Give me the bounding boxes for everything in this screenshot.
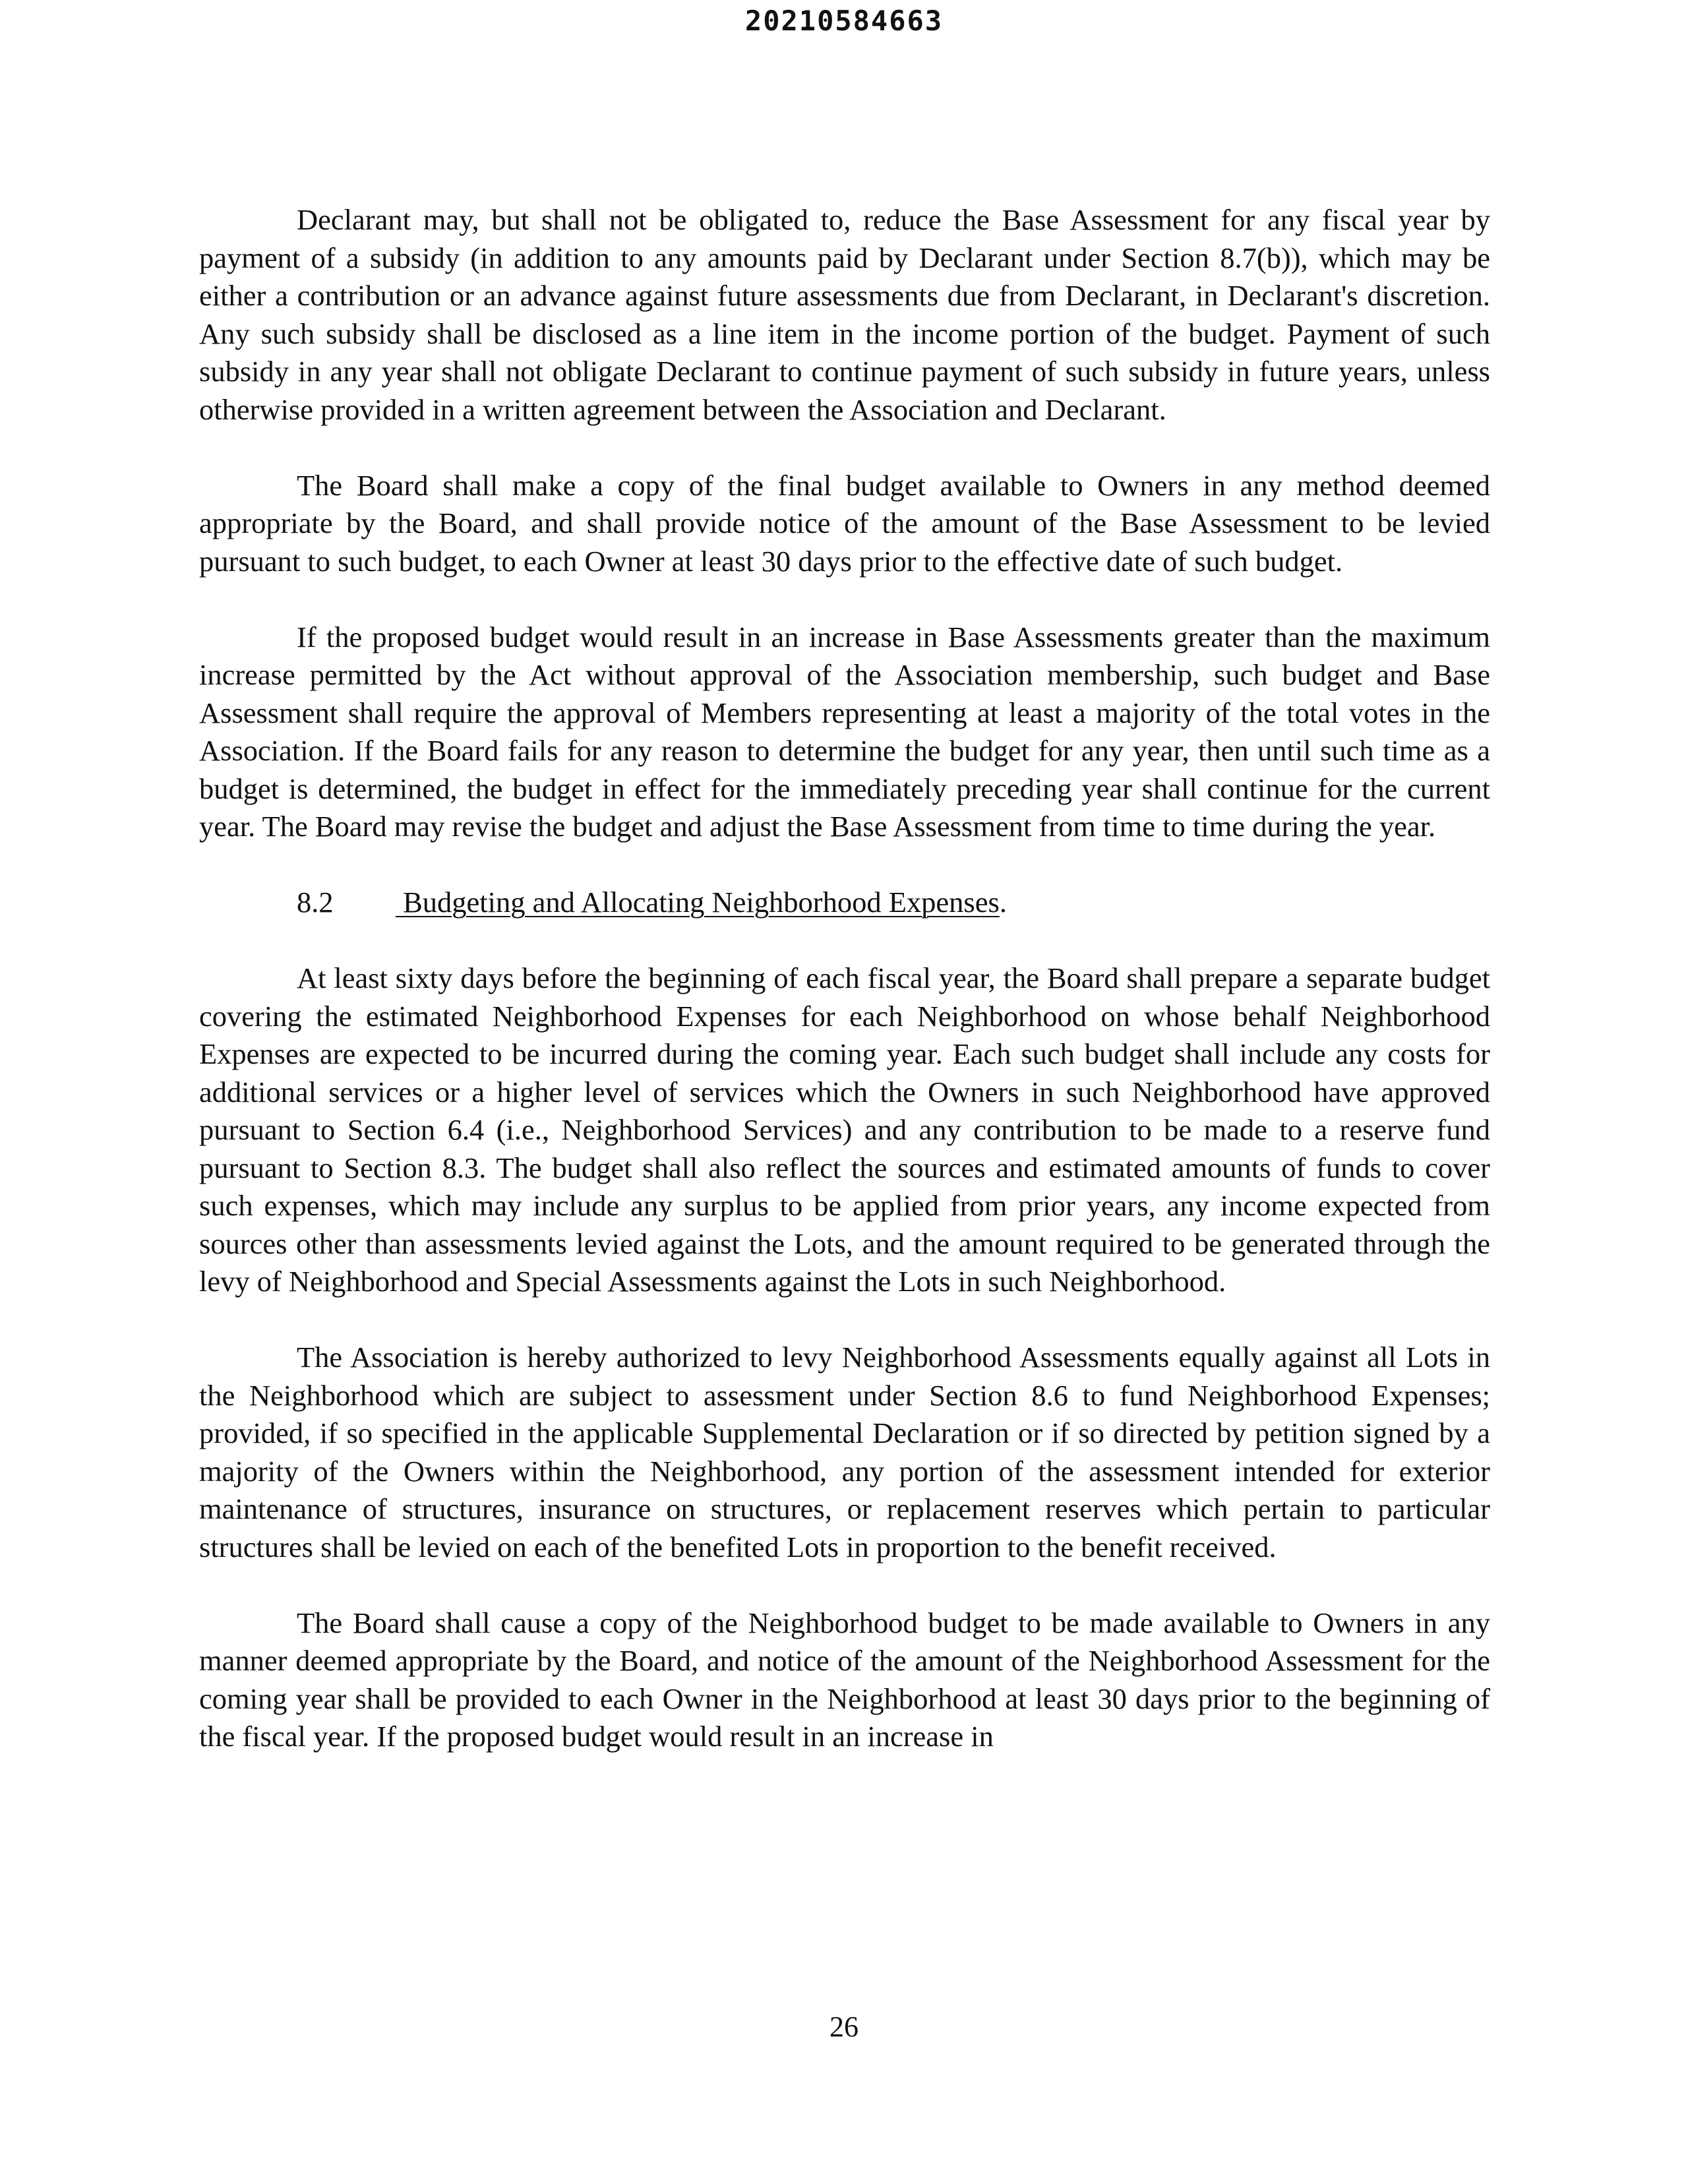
page-number: 26 [829,2011,859,2043]
section-number: 8.2 [297,886,334,919]
paragraph-final-budget-notice: The Board shall make a copy of the final budget available to Owners in any method deemed appropriate by the Board, and shall provide notice of the amount of the Base Assessment to be levied pursuant to such budget, to each Owner at least 30 days prior to the effective date of such budget. [199,468,1490,578]
paragraph-budget-increase-approval: If the proposed budget would result in an increase in Base Assessments greater than the maximum increase permitted by the Act without approval of the Association membership, such budget and Base Assessment shall require the approval of Members representing at least a majority of the total votes in the Association. If the Board fails for any reason to determine the budget for any year, then until such time as a budget is determined, the budget in effect for the immediately preceding year shall continue for the current year. The Board may revise the budget and adjust the Base Assessment from time to time during the year. [199,620,1490,843]
section-title: Budgeting and Allocating Neighborhood Expenses [396,886,1000,919]
paragraph-declarant-subsidy: Declarant may, but shall not be obligated to, reduce the Base Assessment for any fiscal year by payment of a subsidy (in addition to any amounts paid by Declarant under Section 8.7(b)), which may be either a contribution or an advance against future assessments due from Declarant, in Declarant's discretion. Any such subsidy shall be disclosed as a line item in the income portion of the budget. Payment of such subsidy in any year shall not obligate Declarant to continue payment of such subsidy in future years, unless otherwise provided in a written agreement between the Association and Declarant. [199,203,1490,426]
section-title-period: . [999,886,1007,919]
paragraph-neighborhood-budget-notice: The Board shall cause a copy of the Neighborhood budget to be made available to Owners in any manner deemed appropriate by the Board, and notice of the amount of the Neighborhood Assessment for the coming year shall be provided to each Owner in the Neighborhood at least 30 days prior to the beginning of the fiscal year. If the proposed budget would result in an increase in [199,1606,1490,1753]
paragraph-neighborhood-budget: At least sixty days before the beginning of each fiscal year, the Board shall prepare a separate budget covering the estimated Neighborhood Expenses for each Neighborhood on whose behalf Neighborhood Expenses are expected to be incurred during the coming year. Each such budget shall include any costs for additional services or a higher level of services which the Owners in such Neighborhood have approved pursuant to Section 6.4 (i.e., Neighborhood Services) and any contribution to be made to a reserve fund pursuant to Section 8.3. The budget shall also reflect the sources and estimated amounts of funds to cover such expenses, which may include any surplus to be applied from prior years, any income expected from sources other than assessments levied against the Lots, and the amount required to be generated through the levy of Neighborhood and Special Assessments against the Lots in such Neighborhood. [199,961,1490,1298]
document-body [199,201,1490,1794]
paragraph-neighborhood-assessments: The Association is hereby authorized to levy Neighborhood Assessments equally against all Lots in the Neighborhood which are subject to assessment under Section 8.6 to fund Neighborhood Expenses; provided, if so specified in the applicable Supplemental Declaration or if so directed by petition signed by a majority of the Owners within the Neighborhood, any portion of the assessment intended for exterior maintenance of structures, insurance on structures, or replacement reserves which pertain to particular structures shall be levied on each of the benefited Lots in proportion to the benefit received. [199,1341,1490,1563]
document-number: 20210584663 [744,5,944,37]
section-heading [199,884,1490,922]
